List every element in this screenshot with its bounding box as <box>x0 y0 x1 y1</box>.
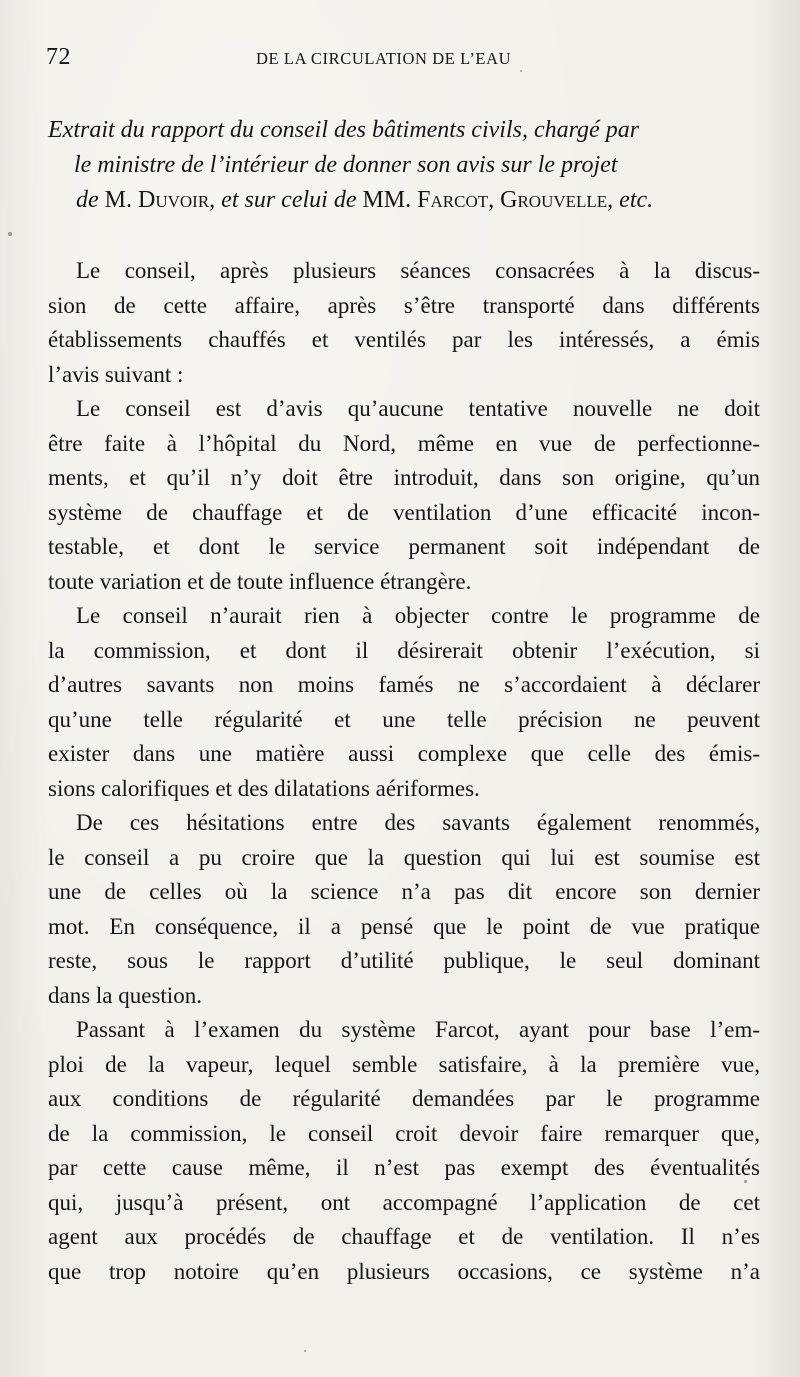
title-line-3 <box>48 183 760 218</box>
text-line: le conseil a pu croire que la question qui lui est soumise est <box>48 844 760 870</box>
text-line: exister dans une matière aussi complexe que celle des émis- <box>48 741 760 766</box>
title-text: M. <box>104 187 132 213</box>
print-speck <box>744 1180 747 1183</box>
text-line: De ces hésitations entre des savants également renommés, <box>76 810 760 835</box>
title-text: MM. <box>362 187 412 213</box>
paragraph <box>48 599 760 806</box>
text-line: Le conseil, après plusieurs séances consacrées à la discus- <box>76 258 760 283</box>
paragraph <box>48 1013 760 1289</box>
text-line: agent aux procédés de chauffage et de ventilation. Il n’es <box>48 1224 760 1249</box>
text-line: sions calorifiques et des dilatations aériformes. <box>48 775 480 801</box>
text-line: une de celles où la science n’a pas dit encore son dernier <box>48 879 760 904</box>
text-line: de la commission, le conseil croit devoir faire remarquer que, <box>48 1120 760 1146</box>
section-title <box>48 113 760 218</box>
text-line: par cette cause même, il n’est pas exempt des éventualités <box>48 1155 760 1180</box>
title-text: , et sur celui de <box>209 187 357 213</box>
text-line: l’avis suivant : <box>48 361 184 387</box>
text-line: toute variation et de toute influence étrangère. <box>48 568 472 594</box>
title-text: etc. <box>619 187 654 213</box>
text-line: Le conseil n’aurait rien à objecter contre le programme de <box>76 603 760 628</box>
text-line: Le conseil est d’avis qu’aucune tentative nouvelle ne doit <box>76 396 760 421</box>
paragraph <box>48 392 760 599</box>
text-line: aux conditions de régularité demandées par le programme <box>48 1086 760 1111</box>
text-line: établissements chauffés et ventilés par les intéressés, a émis <box>48 327 760 352</box>
text-line: la commission, et dont il désirerait obtenir l’exécution, si <box>48 637 760 663</box>
page-number: 72 <box>46 44 71 70</box>
print-speck <box>520 70 522 72</box>
text-line: Passant à l’examen du système Farcot, ayant pour base l’em- <box>76 1017 760 1042</box>
paragraph <box>48 254 760 392</box>
running-head: DE LA CIRCULATION DE L’EAU <box>256 49 512 68</box>
text-line: dans la question. <box>48 982 202 1008</box>
paragraph <box>48 806 760 1013</box>
text-line: mot. En conséquence, il a pensé que le point de vue pratique <box>48 913 760 939</box>
title-text: de <box>76 187 99 213</box>
page-header <box>46 44 756 74</box>
text-line: testable, et dont le service permanent soit indépendant de <box>48 534 760 559</box>
text-line: d’autres savants non moins famés ne s’accordaient à déclarer <box>48 672 760 697</box>
print-speck <box>304 1350 306 1352</box>
title-line-1: Extrait du rapport du conseil des bâtiments civils, chargé par <box>48 117 640 143</box>
print-speck <box>8 232 12 236</box>
text-line: reste, sous le rapport d’utilité publique, le seul dominant <box>48 948 760 973</box>
text-line: ments, et qu’il n’y doit être introduit, dans son origine, qu’un <box>48 465 760 490</box>
text-line: être faite à l’hôpital du Nord, même en vue de perfectionne- <box>48 430 760 456</box>
body-text <box>48 254 760 1289</box>
text-line: qui, jusqu’à présent, ont accompagné l’application de cet <box>48 1189 760 1215</box>
text-line: qu’une telle régularité et une telle précision ne peuvent <box>48 706 760 732</box>
person-names: Farcot, Grouvelle, <box>417 187 614 213</box>
text-line: ploi de la vapeur, lequel semble satisfaire, à la première vue, <box>48 1051 760 1077</box>
person-name: Duvoir <box>138 187 210 213</box>
text-line: que trop notoire qu’en plusieurs occasions, ce système n’a <box>48 1258 760 1284</box>
title-line-2: le ministre de l’intérieur de donner son avis sur le projet <box>74 152 618 178</box>
text-line: sion de cette affaire, après s’être transporté dans différents <box>48 292 760 318</box>
text-line: système de chauffage et de ventilation d’une efficacité incon- <box>48 499 760 525</box>
